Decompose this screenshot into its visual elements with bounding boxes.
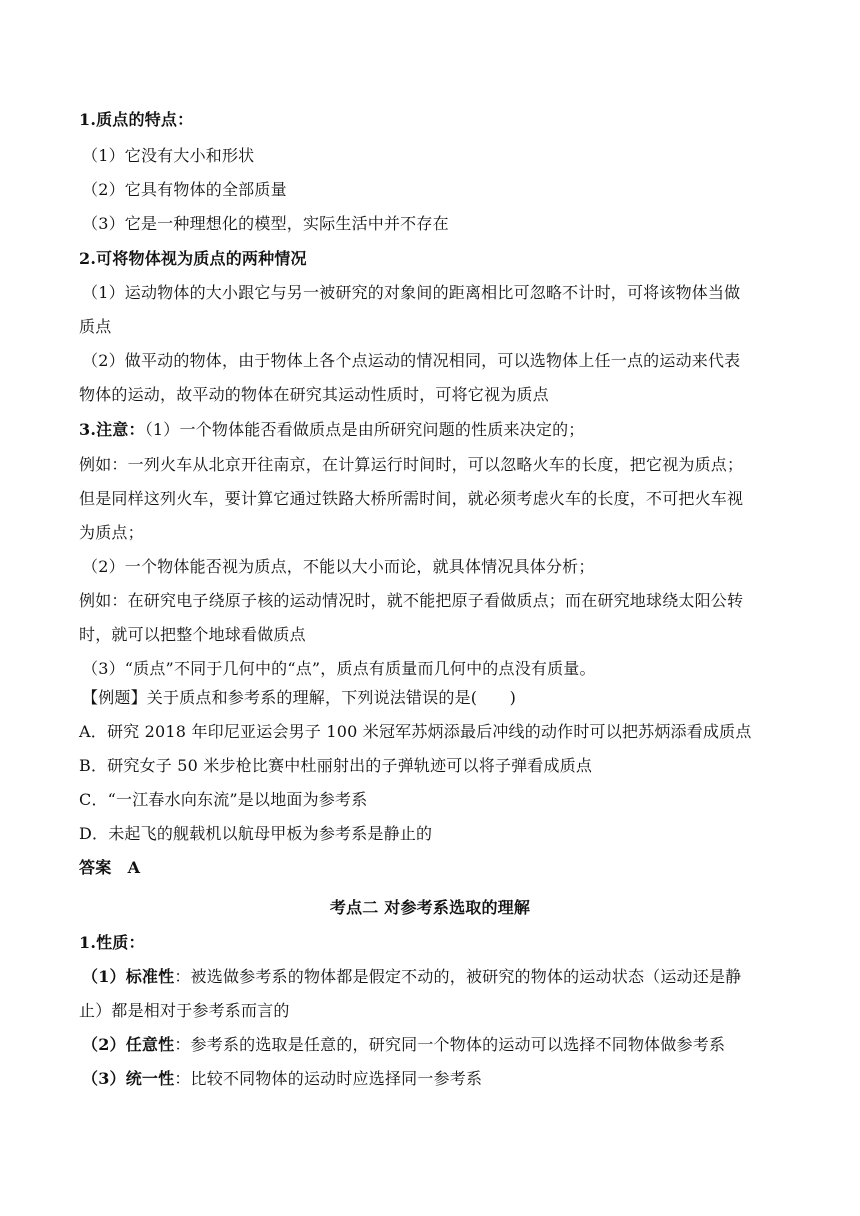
section3-example1-line3: 为质点； xyxy=(79,523,144,542)
section3-example1-line2: 但是同样这列火车，要计算它通过铁路大桥所需时间，就必须考虑火车的长度，不可把火车视 xyxy=(79,489,744,508)
section3-point2: （2）一个物体能否视为质点，不能以大小而论，就具体情况具体分析； xyxy=(82,557,595,576)
section2-item1-line2: 质点 xyxy=(79,317,112,336)
section3-example2-line1: 例如：在研究电子绕原子核的运动情况时，就不能把原子看做质点；而在研究地球绕太阳公转 xyxy=(79,591,744,610)
section1-heading: 1.质点的特点： xyxy=(79,110,194,129)
topic2-title: 考点二 对参考系选取的理解 xyxy=(329,898,531,917)
section1-item-3: （3）它是一种理想化的模型，实际生活中并不存在 xyxy=(82,214,449,233)
topic2-property-3-text: ：比较不同物体的运动时应选择同一参考系 xyxy=(174,1069,483,1088)
example-option-c: C．“一江春水向东流”是以地面为参考系 xyxy=(79,790,368,809)
topic2-property-3 xyxy=(82,1069,802,1089)
topic2-property-2 xyxy=(82,1035,802,1055)
topic2-property-1 xyxy=(82,967,802,987)
topic2-heading: 1.性质： xyxy=(79,933,145,952)
topic2-property-3-label: （3）统一性 xyxy=(82,1069,175,1088)
example-option-a: A．研究 2018 年印尼亚运会男子 100 米冠军苏炳添最后冲线的动作时可以把苏炳添看成质点 xyxy=(79,722,752,741)
section2-heading: 2.可将物体视为质点的两种情况 xyxy=(79,249,307,268)
example-option-b: B．研究女子 50 米步枪比赛中杜丽射出的子弹轨迹可以将子弹看成质点 xyxy=(79,756,593,775)
section1-item-2: （2）它具有物体的全部质量 xyxy=(82,180,287,199)
section3-example1-line1: 例如：一列火车从北京开往南京，在计算运行时间时，可以忽略火车的长度，把它视为质点； xyxy=(79,455,744,474)
topic2-property-2-label: （2）任意性 xyxy=(82,1035,175,1054)
section1-item-1: （1）它没有大小和形状 xyxy=(82,146,255,165)
example-option-d: D．未起飞的舰载机以航母甲板为参考系是静止的 xyxy=(79,824,433,843)
section3-heading-line xyxy=(79,420,799,440)
topic2-property-1-line2: 止）都是相对于参考系而言的 xyxy=(79,1001,290,1020)
section2-item2-line1: （2）做平动的物体，由于物体上各个点运动的情况相同，可以选物体上任一点的运动来代表 xyxy=(82,351,741,370)
section3-point1: （1）一个物体能否看做质点是由所研究问题的性质来决定的； xyxy=(144,420,585,439)
example-question: 【例题】关于质点和参考系的理解，下列说法错误的是( ) xyxy=(82,688,517,707)
section2-item2-line2: 物体的运动，故平动的物体在研究其运动性质时，可将它视为质点 xyxy=(79,385,549,404)
section3-point3: （3）“质点”不同于几何中的“点”，质点有质量而几何中的点没有质量。 xyxy=(82,659,596,678)
section3-example2-line2: 时，就可以把整个地球看做质点 xyxy=(79,625,306,644)
topic2-property-1-text: ：被选做参考系的物体都是假定不动的，被研究的物体的运动状态（运动还是静 xyxy=(174,967,742,986)
topic2-property-2-text: ：参考系的选取是任意的，研究同一个物体的运动可以选择不同物体做参考系 xyxy=(174,1035,726,1054)
example-answer: 答案 A xyxy=(79,858,141,877)
topic2-property-1-label: （1）标准性 xyxy=(82,967,175,986)
section2-item1-line1: （1）运动物体的大小跟它与另一被研究的对象间的距离相比可忽略不计时，可将该物体当做 xyxy=(82,283,741,302)
section3-heading: 3.注意： xyxy=(79,420,145,439)
